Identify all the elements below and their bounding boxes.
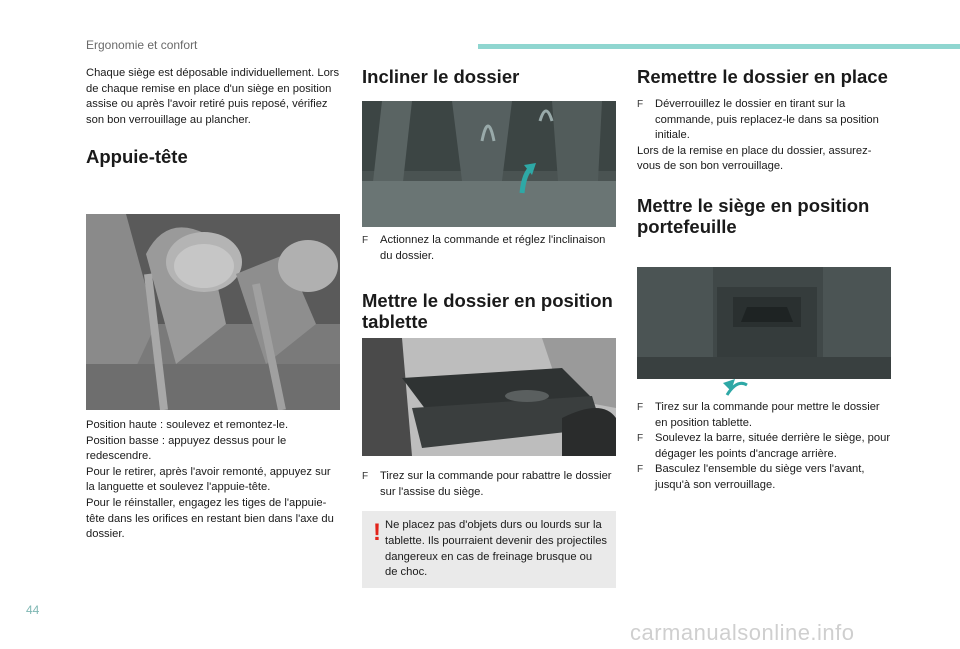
- column-right: [637, 66, 891, 237]
- portefeuille-steps: [637, 400, 891, 494]
- warning-text: Ne placez pas d'objets durs ou lourds sur la tablette. Ils pourraient devenir des projectiles dangereux en cas de freinage brusque ou de choc.: [385, 519, 608, 579]
- bullet-mark-icon: F: [362, 235, 369, 246]
- portefeuille-illustration: [637, 267, 891, 398]
- restore-text: Lors de la remise en place du dossier, assurez-vous de son bon verrouillage.: [637, 144, 872, 173]
- heading-appuie-tete: Appuie-tête: [86, 146, 188, 168]
- column-left: [86, 66, 340, 167]
- tablet-steps: [362, 469, 616, 500]
- warning-box: [362, 511, 616, 588]
- heading-position-portefeuille: Mettre le siège en position portefeuille: [637, 194, 870, 237]
- portefeuille-bullet-2: [637, 431, 891, 462]
- headrest-text-2: Position basse : appuyez dessus pour le redescendre.: [86, 434, 287, 463]
- section-label: Ergonomie et confort: [86, 38, 198, 52]
- header-accent-bar: [478, 44, 960, 49]
- portefeuille-bullet-text-1: Tirez sur la commande pour mettre le dossier en position tablette.: [655, 401, 880, 429]
- portefeuille-bullet-text-2: Soulevez la barre, située derrière le siège, pour dégager les points d'ancrage arrière.: [655, 432, 891, 460]
- page-number: 44: [26, 603, 40, 617]
- warning-icon: !: [373, 519, 381, 546]
- headrest-text-3: Pour le retirer, après l'avoir remonté, appuyez sur la languette et soulevez l'appuie-tête.: [86, 465, 331, 494]
- headrest-illustration: [86, 214, 340, 410]
- portefeuille-bullet-text-3: Basculez l'ensemble du siège vers l'avant, jusqu'à son verrouillage.: [655, 463, 865, 491]
- bullet-mark-icon: F: [637, 99, 644, 110]
- tablet-bullet: [362, 469, 616, 500]
- headrest-instructions: [86, 418, 340, 543]
- headrest-text-1: Position haute : soulevez et remontez-le.: [86, 419, 289, 431]
- recline-steps: [362, 233, 616, 332]
- restore-bullet-text: Déverrouillez le dossier en tirant sur la commande, puis replacez-le dans sa position initiale.: [655, 98, 879, 142]
- tablet-illustration: [362, 338, 616, 456]
- restore-bullet: [637, 97, 891, 144]
- heading-incliner-dossier: Incliner le dossier: [362, 66, 520, 87]
- bullet-mark-icon: F: [637, 433, 644, 445]
- bullet-mark-icon: F: [637, 464, 644, 476]
- headrest-text-4: Pour le réinstaller, engagez les tiges de l'appuie-tête dans les orifices en restant bien dans l'axe du dossier.: [86, 496, 334, 541]
- watermark-text: carmanualsonline.info: [630, 620, 855, 645]
- bullet-mark-icon: F: [362, 471, 369, 482]
- column-middle: [362, 66, 616, 87]
- intro-text: Chaque siège est déposable individuellement. Lors de chaque remise en place d'un siège en position assise ou après l'avoir retiré puis reposé, vérifiez son bon verrouillage au plancher.: [86, 67, 340, 126]
- heading-position-tablette: Mettre le dossier en position tablette: [362, 290, 613, 333]
- heading-remettre-dossier: Remettre le dossier en place: [637, 66, 888, 87]
- recline-bullet: [362, 233, 616, 264]
- recline-bullet-text: Actionnez la commande et réglez l'inclinaison du dossier.: [380, 234, 606, 262]
- portefeuille-bullet-1: [637, 400, 891, 431]
- headrest-photo: [86, 214, 340, 410]
- bullet-mark-icon: F: [637, 402, 644, 413]
- recline-photo: [362, 101, 616, 227]
- tablet-photo: [362, 338, 616, 456]
- tablet-bullet-text: Tirez sur la commande pour rabattre le dossier sur l'assise du siège.: [380, 470, 612, 498]
- recline-illustration: [362, 101, 616, 227]
- portefeuille-bullet-3: [637, 462, 891, 493]
- portefeuille-photo: [637, 267, 891, 398]
